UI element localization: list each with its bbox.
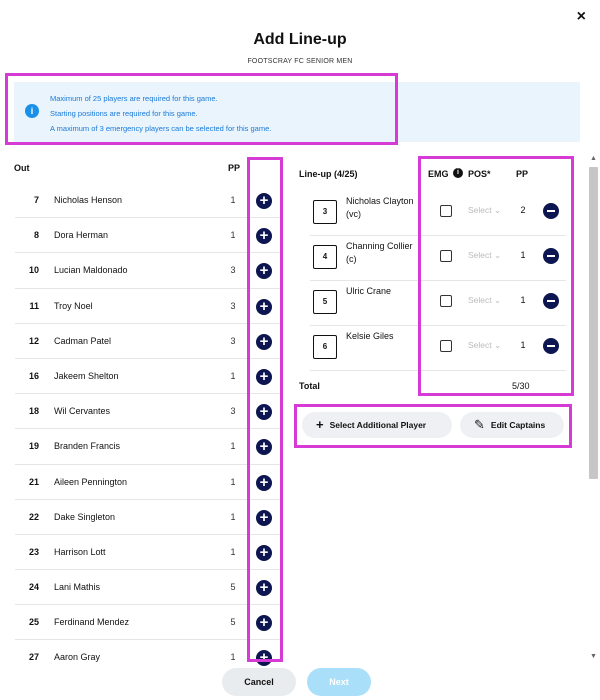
out-player-row	[15, 253, 283, 288]
player-pp: 1	[230, 511, 236, 522]
info-icon: i	[25, 104, 39, 118]
modal-footer	[0, 666, 600, 700]
player-pp: 1	[230, 230, 236, 241]
player-number: 8	[33, 230, 39, 241]
player-pp: 3	[230, 335, 236, 346]
player-pp: 1	[230, 476, 236, 487]
chevron-down-icon: ⌄	[494, 295, 502, 305]
jersey-number: 4	[313, 245, 337, 269]
out-header	[0, 155, 283, 183]
player-pp: 3	[230, 300, 236, 311]
out-player-row	[15, 394, 283, 429]
plus-icon: +	[259, 438, 269, 456]
player-name: Dora Herman	[54, 230, 109, 241]
plus-icon: +	[259, 192, 269, 209]
out-player-row	[15, 183, 283, 218]
chevron-down-icon: ⌄	[494, 340, 502, 350]
scrollbar[interactable]	[587, 155, 600, 660]
info-line: A maximum of 3 emergency players can be selected for this game.	[50, 124, 272, 133]
scrollbar-thumb[interactable]	[589, 167, 598, 479]
pencil-icon: ✎	[474, 417, 485, 432]
player-pp: 1	[520, 250, 526, 260]
player-number: 11	[29, 300, 39, 311]
out-players-panel	[0, 155, 283, 667]
player-pp: 1	[230, 370, 236, 381]
jersey-number: 3	[313, 200, 337, 224]
total-label: Total	[299, 381, 320, 391]
plus-icon: +	[259, 579, 269, 597]
plus-icon: +	[316, 417, 324, 432]
close-button[interactable]	[577, 8, 586, 26]
emg-header: EMG	[428, 169, 449, 179]
out-player-row	[15, 429, 283, 464]
player-name: Aileen Pennington	[54, 476, 128, 487]
info-line: Starting positions are required for this game.	[50, 109, 198, 118]
player-pp: 1	[520, 295, 526, 305]
plus-icon: +	[259, 297, 269, 315]
lineup-title: Line-up (4/25)	[299, 169, 358, 179]
player-name: Nicholas Henson	[54, 195, 123, 205]
highlight-info-box	[5, 73, 398, 145]
player-name: Lucian Maldonado	[54, 265, 128, 276]
jersey-number: 6	[313, 335, 337, 359]
player-pp: 3	[230, 265, 236, 276]
highlight-add-buttons	[247, 157, 283, 662]
cancel-button[interactable]: Cancel	[222, 668, 296, 696]
player-number: 16	[28, 370, 39, 381]
plus-icon: +	[259, 367, 269, 385]
player-number: 27	[28, 652, 39, 663]
player-name: Ferdinand Mendez	[54, 617, 130, 628]
plus-icon: +	[259, 508, 269, 526]
out-player-row	[15, 324, 283, 359]
out-player-row	[15, 465, 283, 500]
player-number: 24	[28, 582, 39, 593]
out-header-label: Out	[14, 163, 30, 173]
player-pp: 1	[230, 195, 236, 205]
player-name: Cadman Patel	[54, 335, 112, 346]
modal-subtitle: FOOTSCRAY FC SENIOR MEN	[247, 58, 353, 65]
out-player-row	[15, 570, 283, 605]
highlight-action-buttons	[294, 404, 572, 448]
player-name: Ulric Crane	[346, 286, 392, 296]
player-pp: 3	[230, 406, 236, 417]
plus-icon: +	[259, 403, 269, 421]
position-select-label: Select	[468, 205, 492, 215]
player-name: Nicholas Clayton (vc)	[346, 196, 414, 219]
player-name: Wil Cervantes	[54, 406, 111, 417]
scroll-down-icon[interactable]: ▼	[590, 653, 597, 660]
player-number: 10	[28, 265, 39, 276]
player-number: 7	[33, 195, 39, 205]
player-number: 19	[28, 441, 39, 452]
chevron-down-icon: ⌄	[494, 250, 502, 260]
pp-header: PP	[516, 169, 529, 179]
player-name: Lani Mathis	[54, 582, 101, 593]
player-name: Kelsie Giles	[346, 331, 394, 341]
out-player-row	[15, 500, 283, 535]
player-number: 12	[28, 335, 39, 346]
close-icon: ×	[576, 8, 586, 25]
player-pp: 1	[230, 441, 236, 452]
chevron-down-icon: ⌄	[494, 205, 502, 215]
out-player-row	[15, 289, 283, 324]
player-name: Dake Singleton	[54, 511, 116, 522]
plus-icon: +	[259, 543, 269, 561]
edit-captains-label: Edit Captains	[490, 420, 546, 430]
player-pp: 1	[230, 652, 236, 663]
player-name: Harrison Lott	[54, 546, 106, 557]
out-player-row	[15, 359, 283, 394]
select-additional-label: Select Additional Player	[329, 420, 427, 430]
player-pp: 1	[230, 546, 236, 557]
pos-header: POS*	[468, 169, 491, 179]
plus-icon: +	[259, 614, 269, 632]
player-name: Aaron Gray	[54, 652, 101, 663]
player-number: 22	[28, 511, 39, 522]
position-select-label: Select	[468, 250, 492, 260]
emg-info-icon[interactable]: i	[453, 168, 463, 178]
player-pp: 5	[230, 617, 236, 628]
player-pp: 5	[230, 582, 236, 593]
plus-icon: +	[259, 332, 269, 350]
player-name: Branden Francis	[54, 441, 121, 452]
highlight-lineup-controls	[418, 156, 574, 396]
info-line: Maximum of 25 players are required for this game.	[50, 94, 218, 103]
player-number: 23	[28, 546, 39, 557]
player-number: 25	[28, 617, 39, 628]
plus-icon: +	[259, 473, 269, 491]
player-pp: 2	[520, 205, 526, 215]
plus-icon: +	[259, 262, 269, 280]
out-player-row	[15, 605, 283, 640]
player-number: 21	[28, 476, 39, 487]
position-select-label: Select	[468, 295, 492, 305]
plus-icon: +	[259, 227, 269, 245]
total-value: 5/30	[512, 381, 530, 391]
player-pp: 1	[520, 340, 526, 350]
out-player-row	[15, 218, 283, 253]
plus-icon: +	[259, 649, 269, 667]
out-header-pp: PP	[228, 163, 241, 173]
player-name: Troy Noel	[54, 300, 93, 311]
jersey-number: 5	[313, 290, 337, 314]
player-name: Jakeem Shelton	[54, 370, 119, 381]
position-select-label: Select	[468, 340, 492, 350]
out-player-row	[15, 535, 283, 570]
scroll-up-icon[interactable]: ▲	[590, 155, 597, 162]
next-button[interactable]: Next	[307, 668, 371, 696]
player-name: Channing Collier (c)	[346, 241, 413, 264]
player-number: 18	[28, 406, 39, 417]
modal-title: Add Line-up	[253, 31, 347, 48]
